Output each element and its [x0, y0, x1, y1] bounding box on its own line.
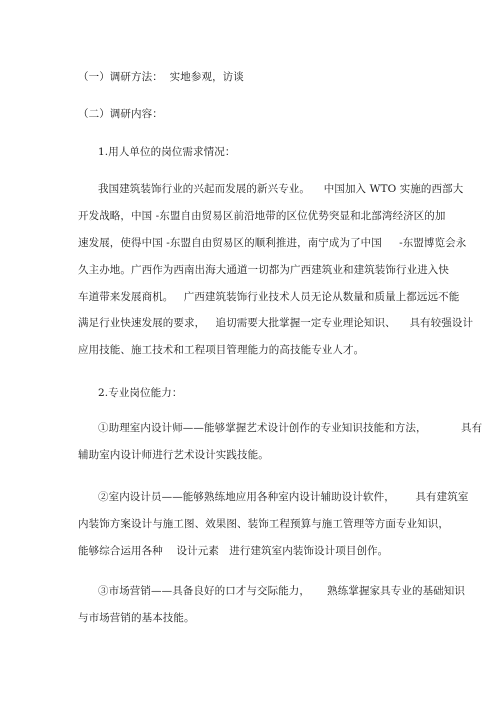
paragraph-line: 久主办地。广西作为西南出海大通道一切都为广西建筑业和建筑装饰行业进入快 — [78, 264, 449, 276]
method-heading: （一）调研方法： 实地参观，访谈 — [78, 71, 244, 83]
list-item-line: 辅助室内设计师进行艺术设计实践技能。 — [78, 449, 269, 461]
subheading-job-ability: 2.专业岗位能力： — [98, 387, 183, 399]
list-item-line: ②室内设计员——能够熟练地应用各种室内设计辅助设计软件， 具有建筑室 — [98, 491, 469, 503]
paragraph-line: 我国建筑装饰行业的兴起而发展的新兴专业。 中国加入 WTO 实施的西部大 — [98, 183, 464, 195]
subheading-job-demand: 1.用人单位的岗位需求情况： — [98, 146, 236, 158]
paragraph-line: 开发战略，中国 -东盟自由贸易区前沿地带的区位优势突显和北部湾经济区的加 — [78, 210, 446, 222]
paragraph-line: 车道带来发展商机。 广西建筑装饰行业技术人员无论从数量和质量上都远远不能 — [78, 291, 460, 303]
list-item-line: ①助理室内设计师——能够掌握艺术设计创作的专业知识技能和方法， 具有 — [98, 422, 483, 434]
list-item-line: ③市场营销——具备良好的口才与交际能力， 熟练掌握家具专业的基础知识 — [98, 585, 465, 597]
list-item-line: 内装饰方案设计与施工图、效果图、装饰工程预算与施工管理等方面专业知识， — [78, 518, 449, 530]
paragraph-line: 应用技能、施工技术和工程项目管理能力的高技能专业人才。 — [78, 344, 365, 356]
list-item-line: 与市场营销的基本技能。 — [78, 612, 195, 624]
paragraph-line: 满足行业快速发展的要求， 追切需要大批掌握一定专业理论知识、 具有较强设计 — [78, 317, 474, 329]
content-heading: （二）调研内容： — [78, 108, 163, 120]
paragraph-line: 速发展，使得中国 -东盟自由贸易区的顺利推进，南宁成为了中国 -东盟博览会永 — [78, 237, 467, 249]
list-item-line: 能够综合运用各种 设计元素 进行建筑室内装饰设计项目创作。 — [78, 545, 389, 557]
